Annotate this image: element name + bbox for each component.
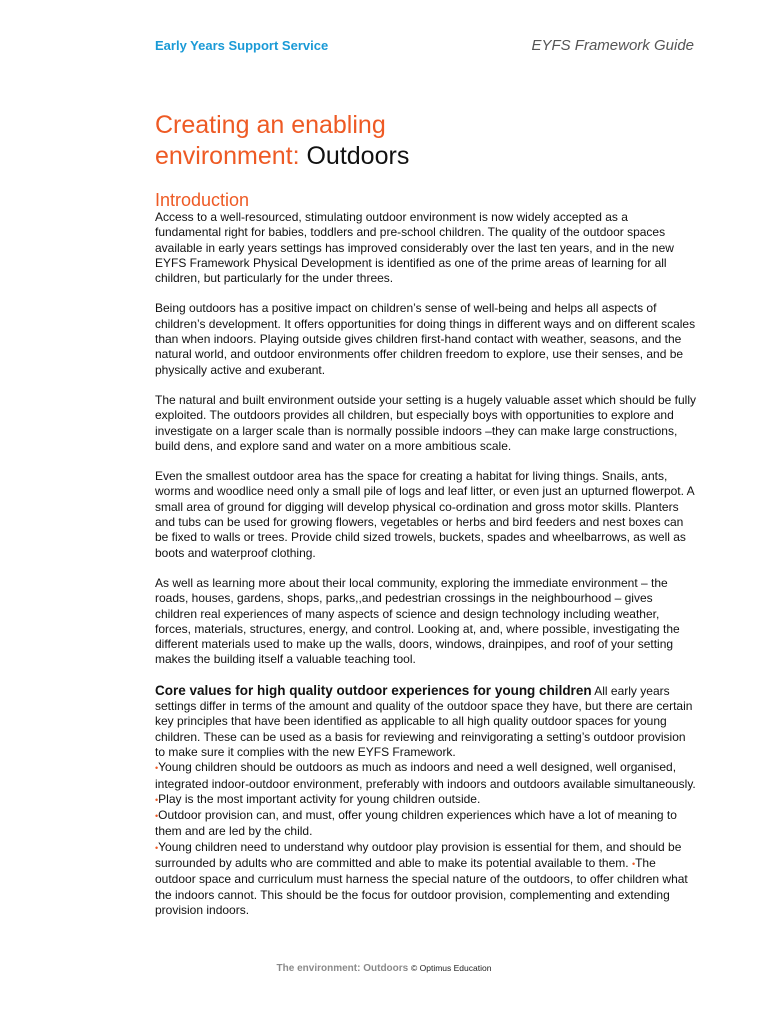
bullet-icon: • [155, 763, 159, 774]
organization-name: Early Years Support Service [155, 38, 329, 53]
guide-title: EYFS Framework Guide [531, 37, 694, 54]
bullet-text-2: Play is the most important activity for young children outside. [158, 791, 481, 806]
bullet-icon: • [155, 842, 159, 853]
document-body [155, 210, 697, 918]
title-line1: Creating an enabling [155, 111, 386, 139]
list-item [155, 808, 697, 840]
introduction-heading: Introduction [155, 190, 250, 210]
intro-paragraph-3: The natural and built environment outside your setting is a hugely valuable asset which should be fully exploited. The outdoors provides all children, but especially boys with opportunities to explore and investigate on a larger scale than is normally possible indoors –they can make large constructions, build dens, and explore sand and water on a more ambitious scale. [155, 392, 696, 453]
bullet-text-1: Young children should be outdoors as much as indoors and need a well designed, well organised, integrated indoor-outdoor environment, preferably with indoors and outdoors available simultaneously. [155, 760, 696, 791]
list-item [155, 760, 697, 808]
intro-paragraph-1: Access to a well-resourced, stimulating outdoor environment is now widely accepted as a fundamental right for babies, toddlers and pre-school children. The quality of the outdoor spaces available in early years settings has improved considerably over the last ten years, and in the new EYFS Framework Physical Development is identified as one of the prime areas of learning for all children, but particularly for the under threes. [155, 210, 674, 286]
bullet-text-5: The outdoor space and curriculum must harness the special nature of the outdoors, to offer children what the indoors cannot. This should be the focus for outdoor provision, complementing and extending provision indoors. [155, 855, 688, 917]
page-footer [0, 963, 768, 974]
bullet-text-3: Outdoor provision can, and must, offer young children experiences which have a lot of meaning to them and are led by the child. [155, 808, 677, 839]
intro-paragraph-4: Even the smallest outdoor area has the space for creating a habitat for living things. Snails, ants, worms and woodlice need only a small pile of logs and leaf litter, or even just an upturned flowerpot. A small area of ground for digging will develop physical co-ordination and gross motor skills. Planters and tubs can be used for growing flowers, vegetables or herbs and bird feeders and nest boxes can be fixed to walls or trees. Provide child sized trowels, buckets, spades and wheelbarrows, as well as boots and waterproof clothing. [155, 469, 694, 560]
title-line2-dark: Outdoors [306, 142, 410, 170]
footer-copyright: © Optimus Education [411, 963, 492, 973]
bullet-icon: • [155, 811, 159, 822]
intro-paragraph-2: Being outdoors has a positive impact on children’s sense of well-being and helps all aspects of children’s development. It offers opportunities for doing things in different ways and on different scales than when indoors. Playing outside gives children first-hand contact with weather, seasons, and the natural world, and outdoor environments offer children freedom to explore, use their senses, and be physically active and exuberant. [155, 301, 696, 377]
core-values-heading: Core values for high quality outdoor experiences for young children [155, 682, 592, 698]
title-line2-colored: environment: [155, 142, 300, 170]
footer-title: The environment: Outdoors [276, 963, 409, 974]
list-item [155, 840, 697, 918]
bullet-text-4: Young children need to understand why outdoor play provision is essential for them, and should be surrounded by adults who are committed and able to make its potential available to them. [155, 839, 682, 870]
bullet-icon: • [155, 794, 159, 805]
intro-paragraph-5: As well as learning more about their local community, exploring the immediate environment – the roads, houses, gardens, shops, parks,,and pedestrian crossings in the neighbourhood – gives children real experiences of many aspects of science and design technology including weather, forces, materials, structures, energy, and control. Looking at, and, where possible, investigating the different materials used to make up the walls, doors, windows, drainpipes, and roof of your setting makes the building itself a valuable teaching tool. [155, 575, 680, 667]
core-values-text: All early years settings differ in terms of the amount and quality of the outdoor space they have, but there are certain key principles that have been identified as applicable to all high quality outdoor spaces for young children. These can be used as a basis for reviewing and reinvigorating a setting’s outdoor provision to make sure it complies with the new EYFS Framework. [155, 683, 693, 759]
page-title [155, 110, 409, 172]
bullet-icon: • [631, 858, 636, 869]
core-values-list [155, 760, 697, 918]
core-values-paragraph [155, 683, 697, 760]
